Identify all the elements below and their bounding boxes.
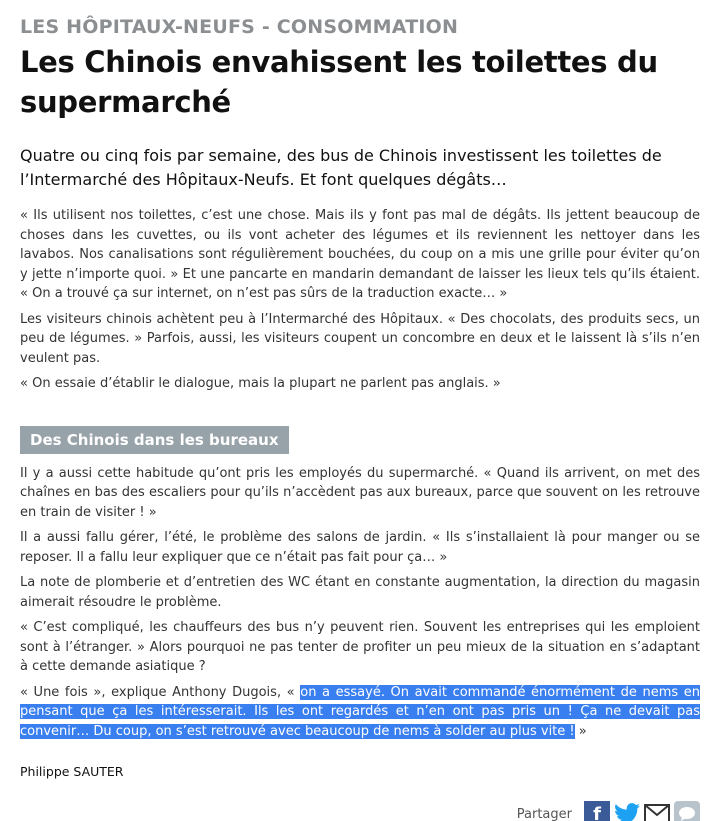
facebook-icon[interactable]: f	[584, 801, 610, 821]
paragraph: « On essaie d’établir le dialogue, mais la plupart ne parlent pas anglais. »	[20, 376, 501, 391]
section-subheading: Des Chinois dans les bureaux	[20, 426, 289, 454]
article-title	[20, 42, 700, 122]
paragraph: « C’est compliqué, les chauffeurs des bus n’y peuvent rien. Souvent les entreprises qui les emploient sont à l’étranger. » Alors pourquoi ne pas tenter de profiter un peu mieux de la situation en s’adaptant à cette demande asiatique ?	[20, 620, 700, 674]
title-line-1: Les Chinois envahissent les toilettes du	[20, 45, 658, 79]
title-line-2: supermarché	[20, 85, 231, 119]
article-kicker: LES HÔPITAUX-NEUFS - CONSOMMATION	[20, 16, 459, 38]
share-label: Partager	[516, 806, 572, 821]
paragraph: Il y a aussi cette habitude qu’ont pris les employés du supermarché. « Quand ils arrivent, on met des chaînes en bas des escaliers pour qu’ils n’accèdent pas aux bureaux, parce que souvent on les retrouve en train de visiter ! »	[20, 465, 700, 520]
paragraph: Il a aussi fallu gérer, l’été, le problème des salons de jardin. « Ils s’installaient là pour manger ou se reposer. Il a fallu leur expliquer que ce n’était pas fait pour ça… »	[20, 530, 700, 565]
mail-icon[interactable]	[644, 801, 670, 821]
quote-end: »	[574, 723, 587, 739]
selected-text[interactable]: on a essayé. On avait commandé énormément de nems en pensant que ça les intéresserait. Ils les ont regardés et n’en ont pas pris un ! Ça ne devait pas convenir… Du coup, on s’est retrouvé avec beaucoup de nems à solder au plus vite !	[20, 684, 700, 739]
paragraph: Les visiteurs chinois achètent peu à l’Intermarché des Hôpitaux. « Des chocolats, des produits secs, un peu de légumes. » Parfois, aussi, les visiteurs coupent un concombre en deux et le laissent là s’ils n’en veulent pas.	[20, 311, 700, 366]
article	[20, 14, 700, 781]
paragraph-quote-dugois	[20, 683, 700, 742]
author-byline: Philippe SAUTER	[20, 764, 124, 779]
article-lead: Quatre ou cinq fois par semaine, des bus de Chinois investissent les toilettes de l’Intermarché des Hôpitaux-Neufs. Et font quelques dégâts…	[20, 146, 662, 189]
paragraph: La note de plomberie et d’entretien des WC étant en constante augmentation, la direction du magasin aimerait résoudre le problème.	[20, 575, 700, 610]
comment-icon[interactable]	[674, 801, 700, 821]
paragraph: « Ils utilisent nos toilettes, c’est une chose. Mais ils y font pas mal de dégâts. Ils jettent beaucoup de choses dans les cuvettes, ou ils vont acheter des légumes et ils reviennent les nettoyer dans les lavabos. Nos canalisations sont régulièrement bouchées, du coup on a mis une grille pour éviter qu’on y jette n’importe quoi. » Et une pancarte en mandarin demandant de laisser les lieux tels qu’ils étaient. « On a trouvé ça sur internet, on n’est pas sûrs de la traduction exacte… »	[20, 208, 700, 301]
quote-intro: « Une fois », explique Anthony Dugois, «	[20, 684, 301, 700]
twitter-icon[interactable]	[614, 801, 640, 821]
share-bar	[517, 801, 700, 821]
